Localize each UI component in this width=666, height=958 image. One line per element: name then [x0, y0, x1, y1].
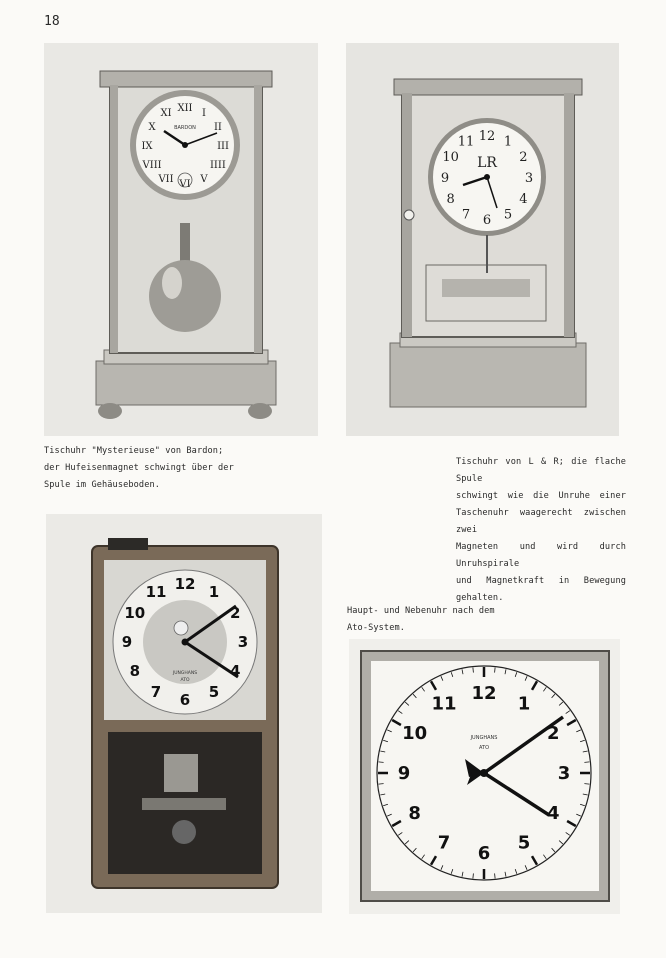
dial-numeral: 8: [129, 662, 141, 680]
dial-numeral: 10: [402, 723, 428, 744]
dial-numeral: 4: [519, 192, 528, 207]
master-ato-text: ATO: [180, 678, 190, 683]
dial-numeral: 9: [397, 763, 411, 784]
dial-tick: [495, 873, 496, 878]
dial-numeral: IX: [141, 141, 153, 152]
dial-numeral: 10: [442, 150, 459, 165]
dial-tick: [473, 873, 474, 878]
photo-bardon-clock: [44, 43, 318, 436]
dial-numeral: 9: [121, 633, 133, 651]
bardon-brand-text: BARDON: [174, 125, 196, 131]
dial-numeral: 7: [150, 683, 162, 702]
dial-tick: [379, 762, 384, 763]
dial-numeral: 6: [179, 691, 191, 709]
dial-numeral: 3: [557, 763, 571, 784]
dial-numeral: 11: [457, 134, 475, 150]
caption-line: und Magnetkraft in Bewegung gehalten.: [456, 576, 626, 603]
dial-numeral: 1: [517, 693, 531, 715]
lr-monogram-text: LR: [477, 155, 497, 171]
dial-numeral: XII: [177, 103, 193, 114]
caption-line: schwingt wie die Unruhe einer: [456, 491, 626, 501]
dial-numeral: 7: [461, 207, 471, 223]
dial-numeral: 11: [145, 582, 167, 601]
dial-numeral: V: [200, 173, 208, 185]
slave-ato-text: ATO: [478, 745, 490, 751]
dial-numeral: XI: [160, 108, 172, 120]
dial-tick: [379, 784, 384, 785]
dial-numeral: 5: [208, 683, 220, 702]
dial-tick: [473, 668, 474, 673]
dial-numeral: 8: [408, 803, 421, 824]
caption-line: der Hufeisenmagnet schwingt über der: [44, 463, 234, 473]
caption-ato: [347, 603, 547, 637]
photo-lr-clock: [346, 43, 619, 436]
photo-slave-clock: [349, 639, 620, 914]
dial-numeral: 12: [478, 129, 496, 144]
dial-numeral: 11: [431, 693, 457, 715]
dial-numeral: VI: [179, 179, 191, 190]
dial-numeral: 4: [547, 803, 560, 824]
caption-line: Tischuhr "Mysterieuse" von Bardon;: [44, 446, 224, 456]
caption-line: Ato-System.: [347, 623, 406, 633]
caption-line: Taschenuhr waagerecht zwischen zwei: [456, 508, 626, 535]
caption-line: Magneten und wird durch Unruhspirale: [456, 542, 626, 569]
dial-numeral: 3: [237, 633, 249, 651]
dial-numeral: IIII: [209, 160, 226, 171]
dial-numeral: 9: [440, 171, 450, 186]
page-number: 18: [44, 14, 60, 29]
dial-numeral: 12: [174, 575, 196, 593]
dial-numeral: 4: [229, 662, 241, 680]
dial-numeral: 6: [477, 843, 491, 864]
slave-brand-text: JUNGHANS: [470, 735, 498, 741]
dial-numeral: II: [213, 122, 222, 133]
caption-line: Tischuhr von L & R; die flache Spule: [456, 457, 626, 484]
caption-line: Haupt- und Nebenuhr nach dem: [347, 606, 495, 616]
dial-numeral: VIII: [142, 160, 162, 171]
dial-tick: [495, 668, 496, 673]
caption-bardon: [44, 443, 244, 494]
caption-lr: [456, 454, 626, 607]
dial-numeral: 3: [524, 171, 534, 186]
caption-line: Spule im Gehäuseboden.: [44, 480, 161, 490]
dial-numeral: I: [202, 108, 206, 120]
dial-numeral: 8: [446, 192, 455, 207]
photo-master-clock: [46, 514, 322, 913]
dial-numeral: 5: [517, 832, 531, 854]
dial-numeral: III: [217, 141, 229, 152]
dial-numeral: 12: [471, 683, 497, 704]
dial-numeral: 5: [503, 207, 513, 223]
dial-tick: [584, 784, 589, 785]
dial-numeral: 10: [124, 604, 146, 622]
master-brand-text: JUNGHANS: [172, 671, 198, 676]
dial-numeral: X: [148, 122, 156, 133]
dial-numeral: 1: [208, 582, 220, 601]
dial-numeral: 2: [547, 723, 560, 744]
dial-tick: [584, 762, 589, 763]
dial-numeral: 7: [437, 832, 451, 854]
dial-numeral: VII: [158, 173, 174, 185]
dial-numeral: 2: [229, 604, 241, 622]
dial-numeral: 2: [519, 150, 528, 165]
dial-numeral: 6: [482, 213, 492, 228]
dial-numeral: 1: [503, 134, 513, 150]
